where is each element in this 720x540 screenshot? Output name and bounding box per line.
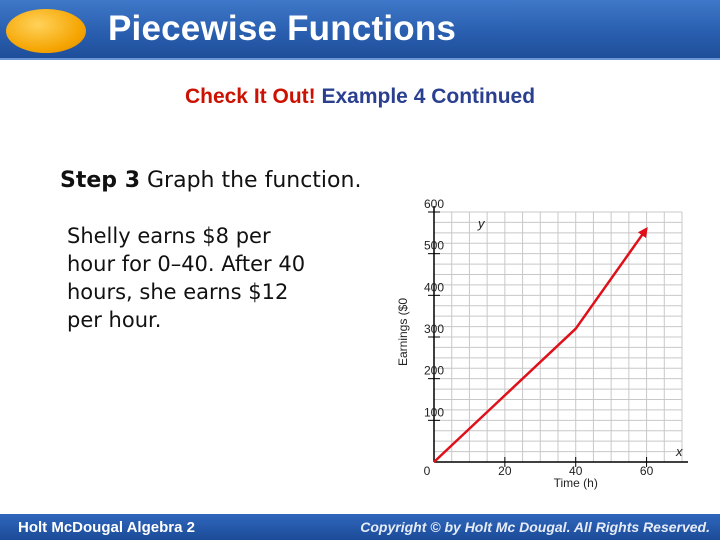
earnings-chart <box>380 195 700 500</box>
page-title: Piecewise Functions <box>108 9 457 48</box>
header-logo-oval <box>6 9 86 53</box>
problem-line: hour for 0–40. After 40 <box>67 252 306 276</box>
y-tick-label: 500 <box>423 238 445 253</box>
x-axis-letter: x <box>676 444 683 459</box>
header-bar <box>0 0 720 58</box>
x-tick-label: 0 <box>423 464 431 478</box>
y-tick-label: 200 <box>423 363 445 378</box>
problem-line: hours, she earns $12 <box>67 280 289 304</box>
y-axis-title: Earnings ($0 <box>396 297 410 367</box>
problem-line: per hour. <box>67 308 162 332</box>
x-axis-title: Time (h) <box>553 476 598 490</box>
subtitle-check-it-out: Check It Out! <box>184 85 316 108</box>
footer-book-title: Holt McDougal Algebra 2 <box>18 519 195 536</box>
x-tick-label: 20 <box>498 464 512 478</box>
x-tick-label: 40 <box>569 464 583 478</box>
problem-line: Shelly earns $8 per <box>67 224 271 248</box>
step-instruction <box>60 168 361 193</box>
header-divider <box>0 58 720 60</box>
y-axis-letter: y <box>478 216 485 231</box>
footer-copyright: Copyright © by Holt Mc Dougal. All Rights Reserved. <box>360 519 710 535</box>
x-tick-label: 60 <box>639 464 654 478</box>
y-tick-label: 100 <box>423 405 445 420</box>
slide-subtitle <box>0 85 720 109</box>
subtitle-example: Example 4 Continued <box>321 85 536 108</box>
y-tick-label: 600 <box>423 197 445 211</box>
step-text: Graph the function. <box>147 168 362 193</box>
footer-bar <box>0 514 720 540</box>
y-tick-label: 300 <box>423 322 445 336</box>
problem-text <box>67 222 367 334</box>
y-tick-label: 400 <box>423 280 445 295</box>
step-label: Step 3 <box>60 168 140 193</box>
